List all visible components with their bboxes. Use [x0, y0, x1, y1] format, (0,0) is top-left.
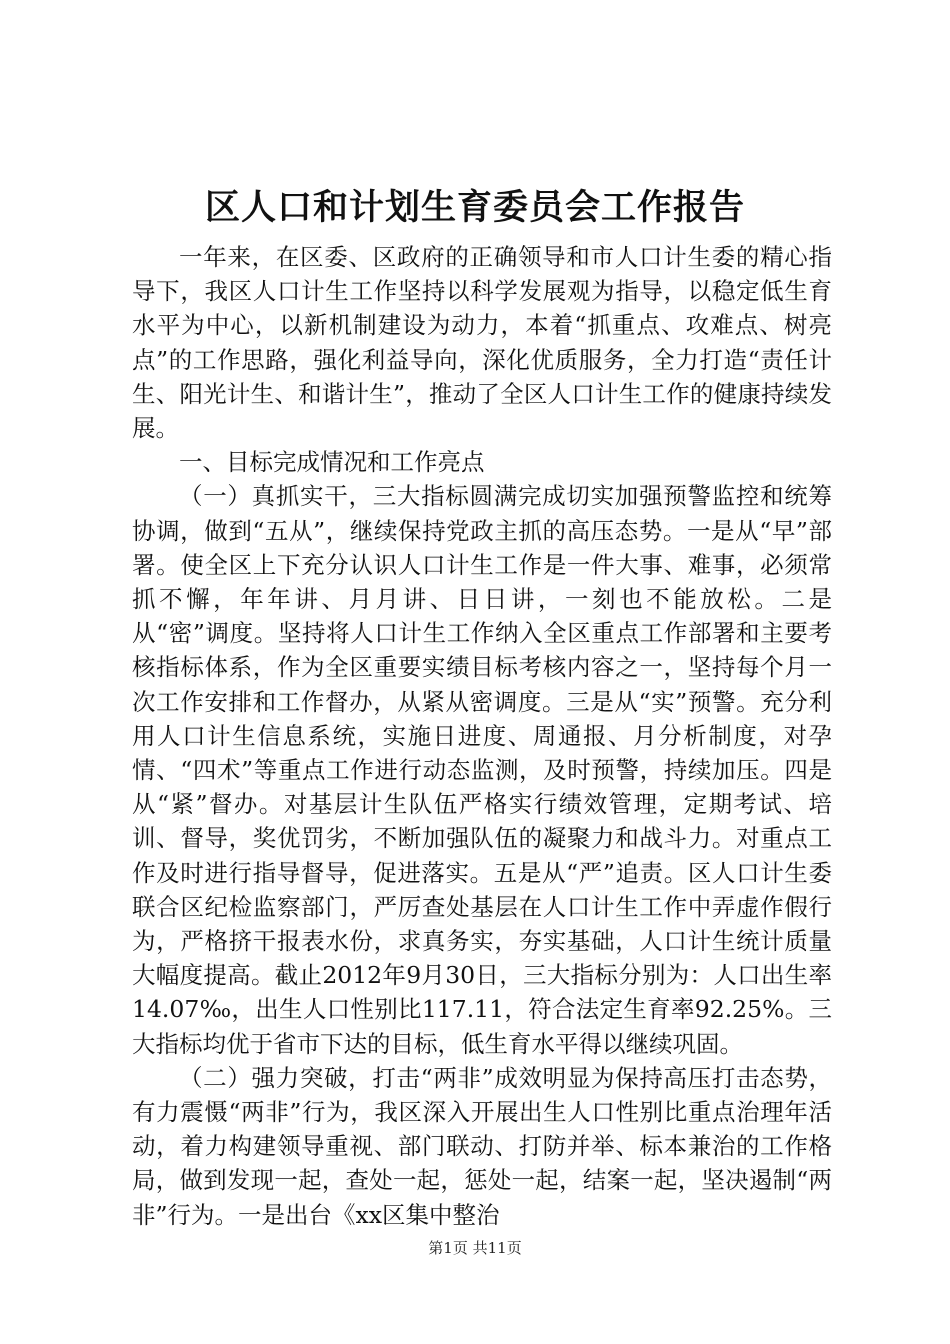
document-title: 区人口和计划生育委员会工作报告	[204, 187, 745, 228]
paragraph-indicators: （一）真抓实干，三大指标圆满完成切实加强预警监控和统筹协调，做到“五从”，继续保持党政主抓的高压态势。一是从“早”部署。使全区上下充分认识人口计生工作是一件大事、难事，必须常抓不懈，年年讲、月月讲、日日讲，一刻也不能放松。二是从“密”调度。坚持将人口计生工作纳入全区重点工作部署和主要考核指标体系，作为全区重要实绩目标考核内容之一，坚持每个月一次工作安排和工作督办，从紧从密调度。三是从“实”预警。充分利用人口计生信息系统，实施日进度、周通报、月分析制度，对孕情、“四术”等重点工作进行动态监测，及时预警，持续加压。四是从“紧”督办。对基层计生队伍严格实行绩效管理，定期考试、培训、督导，奖优罚劣，不断加强队伍的凝聚力和战斗力。对重点工作及时进行指导督导，促进落实。五是从“严”追责。区人口计生委联合区纪检监察部门，严厉查处基层在人口计生工作中弄虚作假行为，严格挤干报表水份，求真务实，夯实基础，人口计生统计质量大幅度提高。截止2012年9月30日，三大指标分别为：人口出生率14.07‰，出生人口性别比117.11，符合法定生育率92.25%。三大指标均优于省市下达的目标，低生育水平得以继续巩固。	[132, 482, 832, 1058]
document-body	[132, 240, 832, 1232]
section-heading: 一、目标完成情况和工作亮点	[179, 448, 485, 477]
paragraph-two-non: （二）强力突破，打击“两非”成效明显为保持高压打击态势，有力震慑“两非”行为，我区深入开展出生人口性别比重点治理年活动，着力构建领导重视、部门联动、打防并举、标本兼治的工作格局，做到发现一起，查处一起，惩处一起，结案一起，坚决遏制“两非”行为。一是出台《xx区集中整治	[132, 1063, 832, 1229]
page-footer: 第1页 共11页	[428, 1239, 522, 1257]
paragraph-intro: 一年来，在区委、区政府的正确领导和市人口计生委的精心指导下，我区人口计生工作坚持以科学发展观为指导，以稳定低生育水平为中心，以新机制建设为动力，本着“抓重点、攻难点、树亮点”的工作思路，强化利益导向，深化优质服务，全力打造“责任计生、阳光计生、和谐计生”，推动了全区人口计生工作的健康持续发展。	[132, 243, 832, 443]
